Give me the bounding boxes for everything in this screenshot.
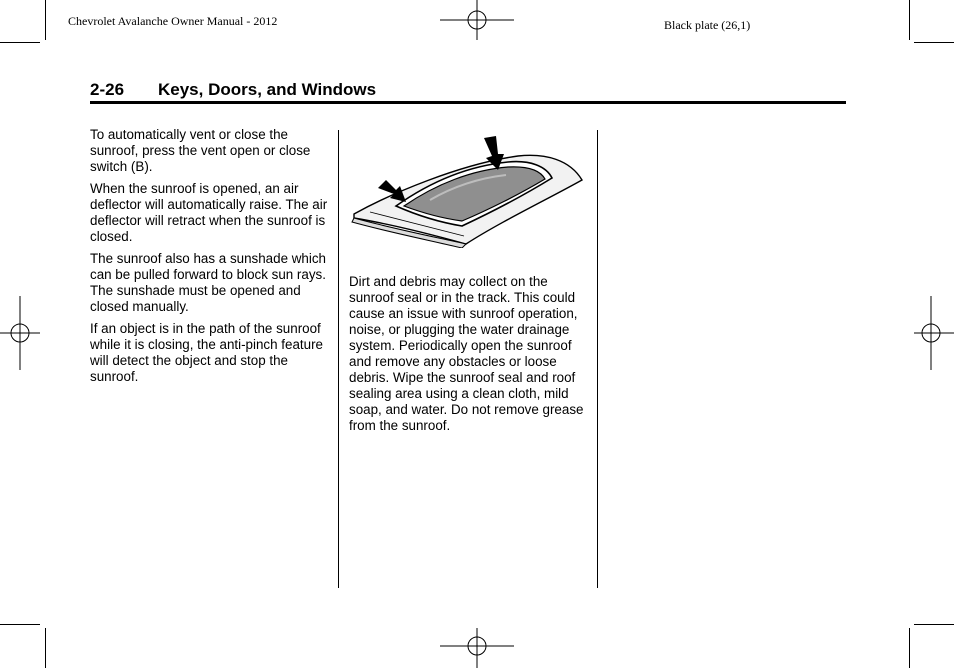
registration-mark-bottom [440, 624, 516, 668]
column-middle [349, 274, 585, 440]
registration-mark-left [0, 296, 44, 372]
paragraph: The sunroof also has a sunshade which can be pulled forward to block sun rays. The sunshade must be opened and closed manually. [90, 251, 326, 314]
running-header-right: Black plate (26,1) [664, 18, 751, 32]
section-heading [90, 80, 376, 100]
column-left [90, 127, 332, 391]
running-header-left: Chevrolet Avalanche Owner Manual - 2012 [68, 14, 278, 28]
column-divider-2 [597, 130, 598, 588]
heading-rule [90, 101, 846, 104]
column-divider-1 [338, 130, 339, 588]
paragraph: To automatically vent or close the sunroof, press the vent open or close switch (B). [90, 127, 311, 174]
page-number: 2-26 [90, 80, 125, 99]
sunroof-illustration [350, 136, 586, 248]
registration-mark-top [440, 0, 516, 44]
paragraph: Dirt and debris may collect on the sunroof seal or in the track. This could cause an issue with sunroof operation, noise, or plugging the water drainage system. Periodically open the sunroof and remove any obstacles or loose debris. Wipe the sunroof seal and roof sealing area using a clean cloth, mild soap, and water. Do not remove grease from the sunroof. [349, 274, 584, 433]
registration-mark-right [910, 296, 954, 372]
paragraph: When the sunroof is opened, an air deflector will automatically raise. The air deflector will retract when the sunroof is closed. [90, 181, 328, 244]
section-title: Keys, Doors, and Windows [158, 80, 377, 99]
paragraph: If an object is in the path of the sunroof while it is closing, the anti-pinch feature will detect the object and stop the sunroof. [90, 321, 323, 384]
